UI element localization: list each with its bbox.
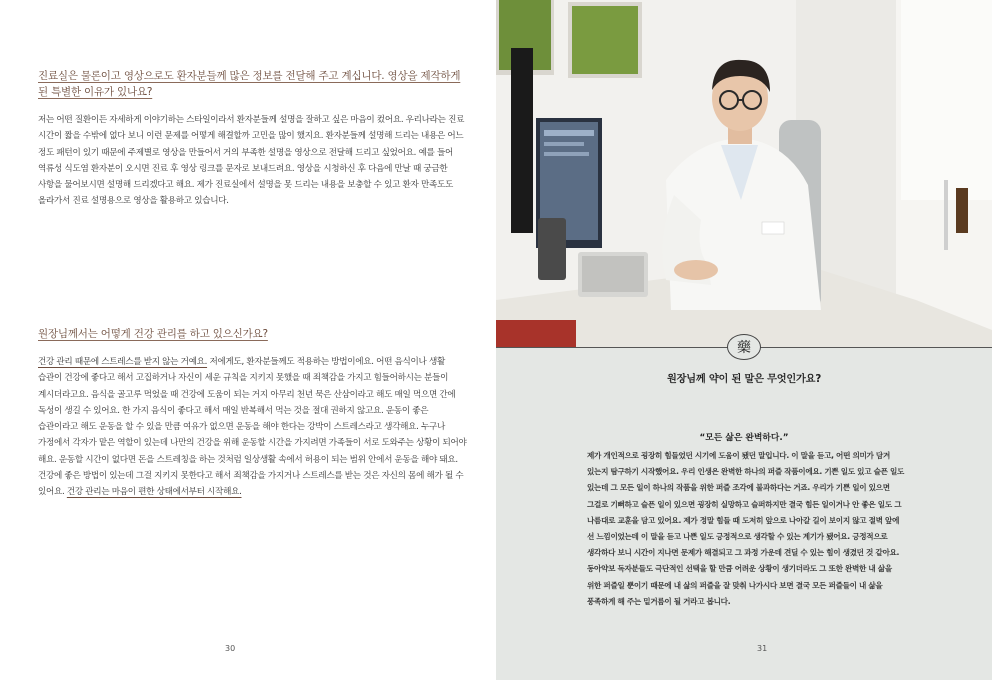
page-number-left: 30 bbox=[225, 644, 236, 653]
medicine-emblem: 藥 bbox=[727, 334, 761, 360]
answer-2 bbox=[38, 354, 468, 501]
answer-2-highlight-1: 건강 관리 때문에 스트레스를 받지 않는 거예요. bbox=[38, 357, 208, 367]
right-page-title: 원장님께 약이 된 말은 무엇인가요? bbox=[666, 374, 822, 385]
right-page-body-p2: 동아약보 독자분들도 극단적인 선택을 할 만큼 어려운 상황이 생기더라도 그 또한 완벽한 내 삶을 위한 퍼즐일 뿐이기 때문에 내 삶의 퍼즐을 잘 맞춰 나가시다 보면 결국 모든 퍼즐들이 내 삶을 풍족하게 해 주는 밑거름이 될 거라고 봅니다. bbox=[587, 564, 892, 606]
right-page-body-p1: 제가 개인적으로 굉장히 힘들었던 시기에 도움이 됐던 말입니다. 이 말을 듣고, 어떤 의미가 담겨 있는지 탐구하기 시작했어요. 우리 인생은 완벽한 하나의 퍼즐 작품이에요. 기쁜 일도 있고 슬픈 일도 있는데 그 모든 일이 하나의 작품을 위한 퍼즐 조각에 불과하다는 거죠. 우리가 기쁜 일이 있으면 그걸로 기뻐하고 슬픈 일이 있으면 굉장히 실망하고 슬퍼하지만 결국 힘든 일이거나 안 좋은 일도 그 나름대로 교훈을 담고 있어요. 제가 정말 힘들 때 도저히 앞으로 나아갈 길이 보이지 않고 절벽 앞에 선 느낌이었는데 이 말을 듣고 나쁜 일도 긍정적으로 생각할 수 있는 계기가 됐어요. 긍정적으로 생각하다 보니 시간이 지나면 문제가 해결되고 그 과정 가운데 견딜 수 있는 힘이 생겼던 것 같아요. bbox=[587, 451, 905, 558]
quote: “모든 삶은 완벽하다.” bbox=[699, 433, 789, 443]
doctor-photo bbox=[496, 0, 992, 347]
answer-2-highlight-2: 건강 관리는 마음이 편한 상태에서부터 시작해요. bbox=[66, 487, 242, 498]
answer-2-body: 저에게도, 환자분들께도 적용하는 방법이에요. 어떤 음식이나 생활 습관이 건강에 좋다고 해서 고집하거나 자신이 세운 규칙을 지키지 못했을 때 죄책감을 가지고 힘들어하시는 분들이 계시더라고요. 음식을 골고루 먹었을 때 건강에 도움이 되는 거지 아무리 천년 묵은 산삼이라고 해도 매일 먹으면 간에 독성이 생길 수 있어요. 한 가지 음식이 좋다고 해서 매일 반복해서 먹는 것을 절대 권하지 않고요. 운동이 좋은 습관이라고 해도 운동을 할 수 있을 만큼 여유가 없으면 운동을 해야 한다는 강박이 스트레스라고 생각해요. 누구나 가정에서 각자가 맡은 역할이 있는데 나만의 건강을 위해 운동할 시간을 가지려면 가족들이 서로 도와주는 상황이 되어야 해요. 운동할 시간이 없다면 돈을 스트레칭을 하는 것처럼 일상생활 속에서 허용이 되는 범위 안에서 운동을 해야 돼요. 건강에 좋은 방법이 있는데 그걸 지키지 못한다고 해서 죄책감을 가지거나 스트레스를 받는 것은 자신의 몸에 해가 될 수 있어요. bbox=[38, 357, 467, 498]
interview-block-1 bbox=[38, 68, 468, 210]
question-1: 진료실은 물론이고 영상으로도 환자분들께 많은 정보를 전달해 주고 계십니다. 영상을 제작하게 된 특별한 이유가 있나요? bbox=[38, 70, 461, 98]
question-2: 원장님께서는 어떻게 건강 관리를 하고 있으신가요? bbox=[38, 328, 268, 340]
right-page bbox=[496, 0, 992, 680]
right-page-body bbox=[587, 448, 907, 610]
page-number-right: 31 bbox=[757, 644, 768, 653]
interview-block-2 bbox=[38, 326, 468, 501]
answer-1: 저는 어떤 질환이든 자세하게 이야기하는 스타일이라서 환자분들께 설명을 잘하고 싶은 마음이 컸어요. 우리나라는 진료 시간이 짧을 수밖에 없다 보니 이런 문제를 어떻게 해결할까 고민을 많이 했지요. 환자분들께 설명해 드리는 내용은 어느 정도 패턴이 있기 때문에 주제별로 영상을 만들어서 거의 부족한 설명을 영상으로 전달해 드리고 싶었어요. 예를 들어 역류성 식도염 환자분이 오시면 진료 후 영상 링크를 문자로 보내드려요. 영상을 시청하신 후 다음에 만날 때 궁금한 사항을 물어보시면 설명해 드리겠다고 해요. 제가 진료실에서 설명을 못 드리는 내용을 보충할 수 있고 환자 만족도도 올라가서 진료 설명용으로 영상을 활용하고 있습니다. bbox=[38, 115, 465, 207]
